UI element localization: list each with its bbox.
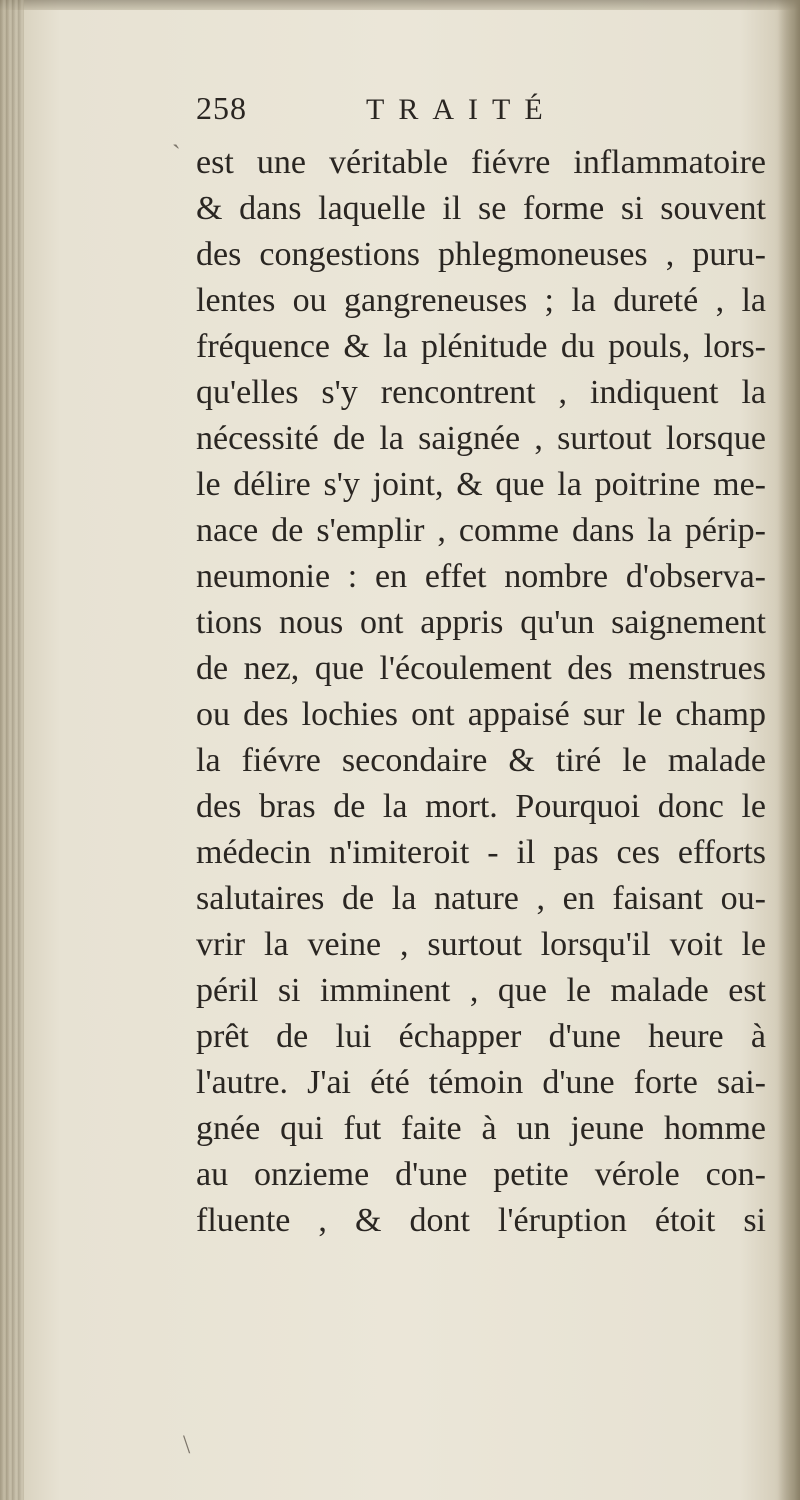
text-line: fluente , & dont l'éruption étoit si	[196, 1202, 766, 1239]
stray-mark: \	[183, 1430, 191, 1459]
text-line: l'autre. J'ai été témoin d'une forte sai-	[196, 1064, 766, 1101]
text-line: la fiévre secondaire & tiré le malade	[196, 742, 766, 779]
binding-edge	[0, 0, 24, 1500]
page-number: 258	[196, 90, 247, 126]
top-shadow	[0, 0, 800, 10]
text-line: salutaires de la nature , en faisant ou-	[196, 880, 766, 917]
text-line: & dans laquelle il se forme si souvent	[196, 190, 766, 227]
text-line: des bras de la mort. Pourquoi donc le	[196, 788, 766, 825]
text-line: gnée qui fut faite à un jeune homme	[196, 1110, 766, 1147]
text-line: péril si imminent , que le malade est	[196, 972, 766, 1009]
running-head	[196, 90, 766, 140]
text-line: neumonie : en effet nombre d'observa-	[196, 558, 766, 595]
text-line: tions nous ont appris qu'un saignement	[196, 604, 766, 641]
text-line: lentes ou gangreneuses ; la dureté , la	[196, 282, 766, 319]
text-line: des congestions phlegmoneuses , puru-	[196, 236, 766, 273]
text-line: prêt de lui échapper d'une heure à	[196, 1018, 766, 1055]
text-line: nace de s'emplir , comme dans la périp-	[196, 512, 766, 549]
text-line: ou des lochies ont appaisé sur le champ	[196, 696, 766, 733]
text-line: de nez, que l'écoulement des menstrues	[196, 650, 766, 687]
text-line: est une véritable fiévre inflammatoire	[196, 144, 766, 181]
text-line: fréquence & la plénitude du pouls, lors-	[196, 328, 766, 365]
text-line: nécessité de la saignée , surtout lorsque	[196, 420, 766, 457]
text-line: le délire s'y joint, & que la poitrine me-	[196, 466, 766, 503]
text-line: au onzieme d'une petite vérole con-	[196, 1156, 766, 1193]
text-line: vrir la veine , surtout lorsqu'il voit le	[196, 926, 766, 963]
running-title: TRAITÉ	[366, 93, 557, 126]
text-line: qu'elles s'y rencontrent , indiquent la	[196, 374, 766, 411]
stray-mark: `	[172, 140, 181, 169]
page-edge-shadow	[778, 0, 800, 1500]
text-line: médecin n'imiteroit - il pas ces efforts	[196, 834, 766, 871]
page-text-block	[196, 90, 766, 1244]
